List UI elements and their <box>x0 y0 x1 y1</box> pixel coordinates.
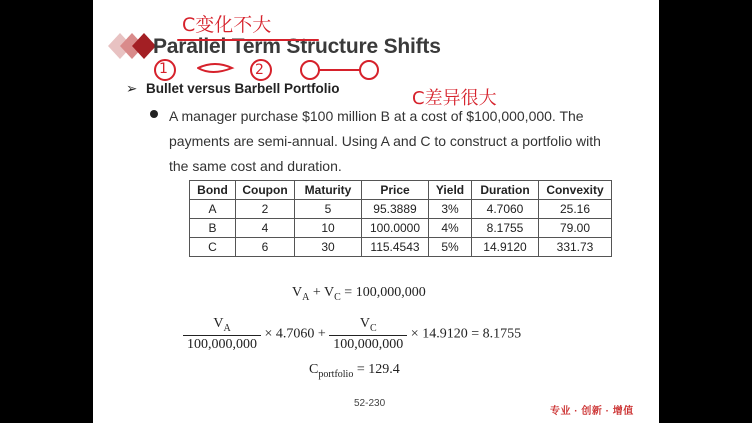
table-cell: 10 <box>295 219 362 238</box>
table-cell: A <box>190 200 236 219</box>
header-yield: Yield <box>429 181 472 200</box>
problem-line-1: A manager purchase $100 million B at a cost of $100,000,000. The <box>169 108 584 124</box>
fraction-va: $\frac{V_A}{100,000,000}$ <box>183 316 261 353</box>
table-cell: 5% <box>429 238 472 257</box>
ink-dip-curve <box>198 64 232 72</box>
table-cell: 95.3889 <box>362 200 429 219</box>
header-price: Price <box>362 181 429 200</box>
header-coupon: Coupon <box>236 181 295 200</box>
header-duration: Duration <box>472 181 539 200</box>
problem-line-2: payments are semi-annual. Using A and C to construct a portfolio with <box>169 133 601 149</box>
brand-slogan: 专业 · 创新 · 增值 <box>550 406 634 417</box>
header-convexity: Convexity <box>539 181 612 200</box>
table-cell: B <box>190 219 236 238</box>
table-cell: 14.9120 <box>472 238 539 257</box>
table-cell: 115.4543 <box>362 238 429 257</box>
annotation-top-note: C变化不大 <box>182 14 272 36</box>
bullet-heading-text: Bullet versus Barbell Portfolio <box>146 81 340 96</box>
annotation-right-note: C差异很大 <box>412 88 497 109</box>
table-cell: 4 <box>236 219 295 238</box>
table-cell: 8.1755 <box>472 219 539 238</box>
arrow-bullet-icon: ➢ <box>126 81 138 96</box>
ink-circle-1 <box>155 60 175 80</box>
table-cell: 6 <box>236 238 295 257</box>
table-cell: 4.7060 <box>472 200 539 219</box>
fraction-vc: $\frac{V_C}{100,000,000}$ <box>329 316 407 353</box>
header-bond: Bond <box>190 181 236 200</box>
table-cell: 100.0000 <box>362 219 429 238</box>
ink-circle-2 <box>251 60 271 80</box>
table-cell: 5 <box>295 200 362 219</box>
table-cell: 2 <box>236 200 295 219</box>
table-cell: 3% <box>429 200 472 219</box>
annotation-circle-1-label: 1 <box>159 61 168 77</box>
table-cell: 4% <box>429 219 472 238</box>
annotation-circle-2-label: 2 <box>255 62 264 78</box>
table-cell: 79.00 <box>539 219 612 238</box>
equation-value-sum: $V_A + V_C = 100,000,000$ <box>292 285 426 303</box>
table-cell: 331.73 <box>539 238 612 257</box>
header-maturity: Maturity <box>295 181 362 200</box>
table-cell: C <box>190 238 236 257</box>
equation-duration-match: $\frac{V_A}{100,000,000}$ × 4.7060 + $\frac{V_C}{100,000,000}$ × 14.9120 = 8.1755 <box>183 316 521 353</box>
table-cell: 30 <box>295 238 362 257</box>
problem-line-3: the same cost and duration. <box>169 158 342 174</box>
ink-circle-4 <box>360 61 378 79</box>
ink-circle-3 <box>301 61 319 79</box>
page-number: 52-230 <box>354 398 386 409</box>
slide-title: Parallel Term Structure Shifts <box>153 35 441 58</box>
table-cell: 25.16 <box>539 200 612 219</box>
equation-convexity: $C_{portfolio} = 129.4$ <box>309 362 400 380</box>
